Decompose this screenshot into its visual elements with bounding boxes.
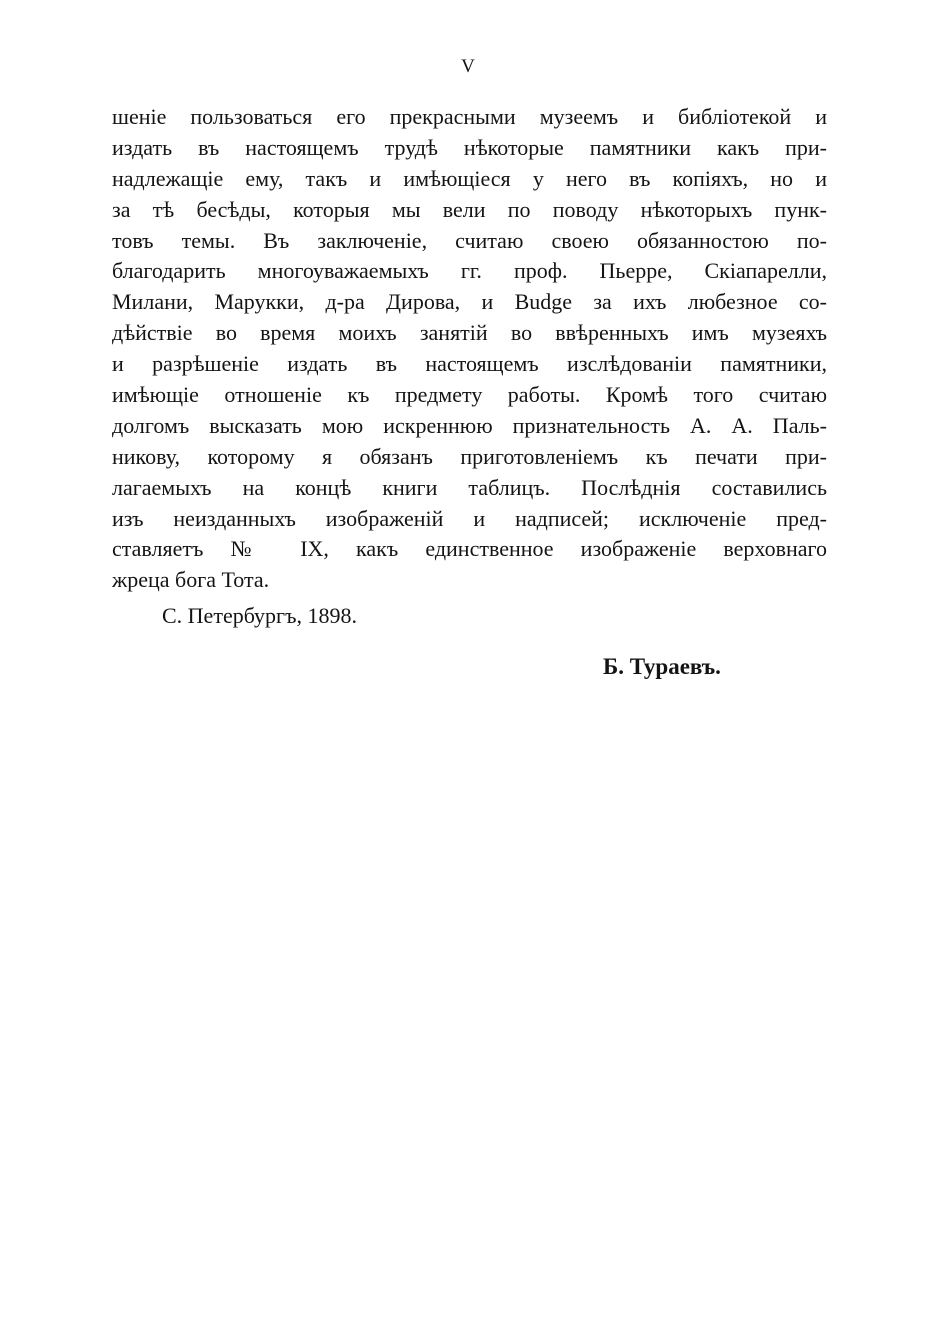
text-line: издать въ настоящемъ трудѣ нѣкоторые памятники какъ при- <box>112 134 827 160</box>
text-line: шеніе пользоваться его прекрасными музеемъ и библіотекой и <box>112 104 827 129</box>
text-line: изъ неизданныхъ изображеній и надписей; исключеніе пред- <box>112 505 827 531</box>
place-date: С. Петербургъ, 1898. <box>162 603 357 628</box>
text-line: никову, которому я обязанъ приготовленіемъ къ печати при- <box>112 443 827 469</box>
text-line: жреца бога Тота. <box>112 567 270 593</box>
text-line: благодарить многоуважаемыхъ гг. проф. Пьерре, Скіапарелли, <box>112 258 827 284</box>
text-line: за тѣ бесѣды, которыя мы вели по поводу нѣкоторыхъ пунк- <box>112 196 827 222</box>
page-number: V <box>461 56 475 77</box>
text-line: дѣйствіе во время моихъ занятій во ввѣренныхъ имъ музеяхъ <box>112 320 827 346</box>
text-line: ставляетъ № IX, какъ единственное изображеніе верховнаго <box>112 536 827 562</box>
text-line: Милани, Марукки, д-ра Дирова, и Budge за ихъ любезное со- <box>112 289 827 315</box>
text-line: надлежащіе ему, такъ и имѣющіеся у него въ копіяхъ, но и <box>112 165 827 191</box>
author-signature: Б. Тураевъ. <box>603 654 721 679</box>
text-line: лагаемыхъ на концѣ книги таблицъ. Послѣднія составились <box>112 474 827 500</box>
body-text <box>112 102 827 596</box>
text-line: и разрѣшеніе издать въ настоящемъ изслѣдованіи памятники, <box>112 351 827 377</box>
text-line: товъ темы. Въ заключеніе, считаю своею обязанностою по- <box>112 227 827 253</box>
text-line: долгомъ высказать мою искреннюю признательность А. А. Паль- <box>112 412 827 438</box>
text-line: имѣющіе отношеніе къ предмету работы. Кромѣ того считаю <box>112 382 827 408</box>
